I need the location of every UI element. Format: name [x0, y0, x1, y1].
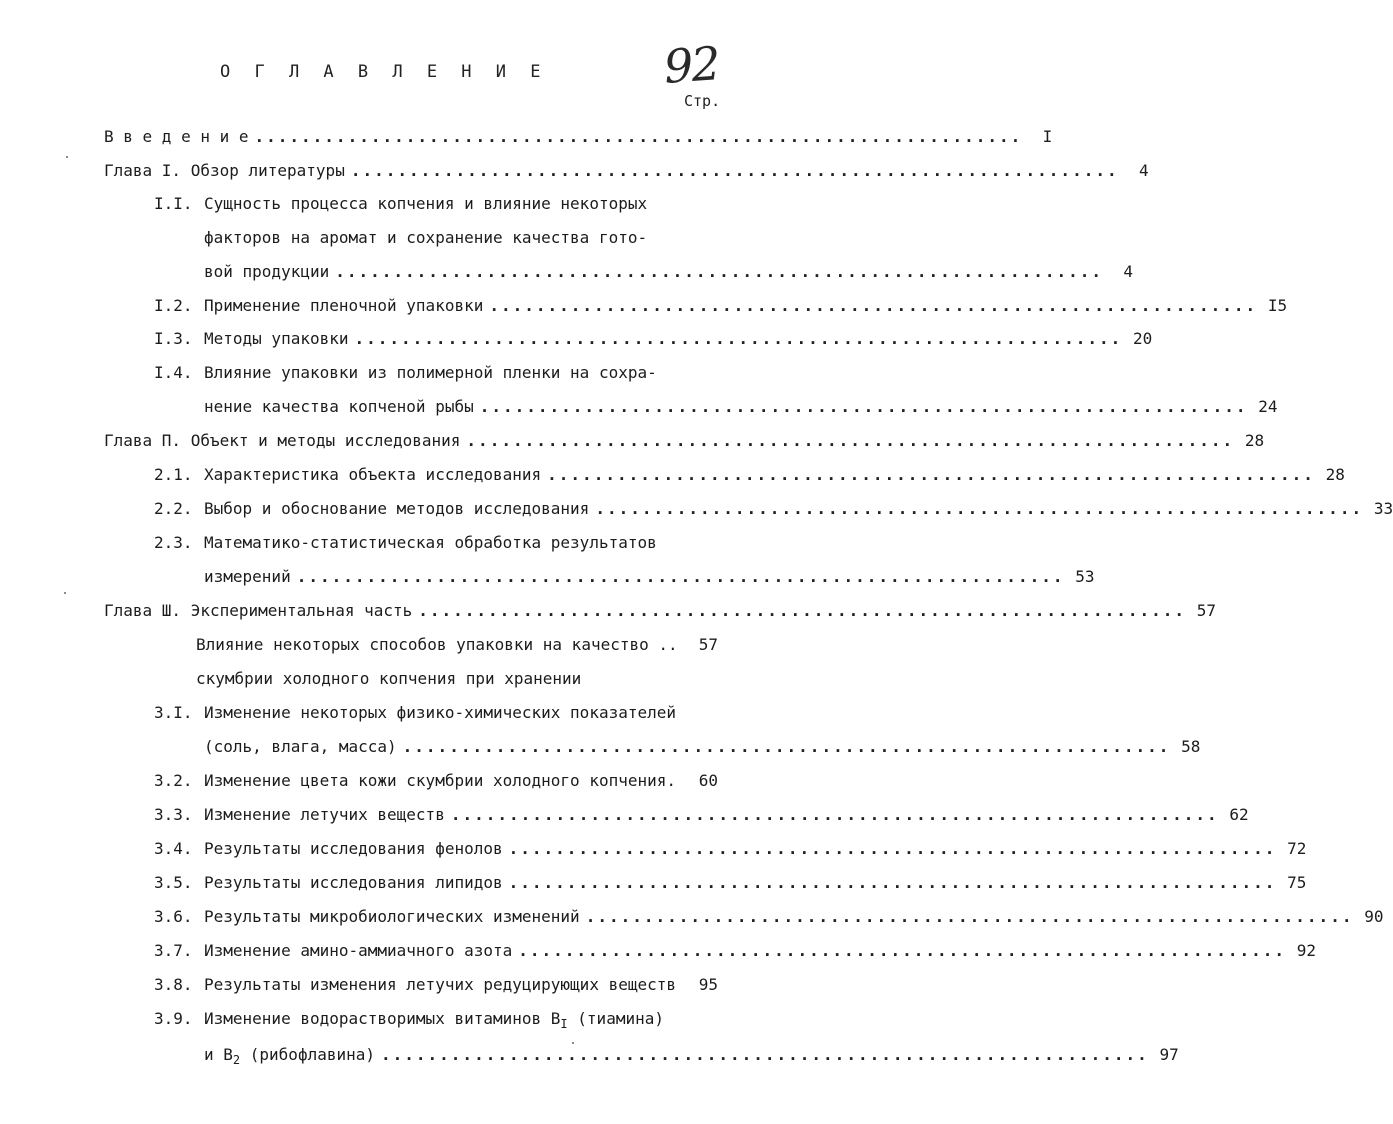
toc-entry-continuation — [204, 227, 710, 249]
toc-entry-chapter-1 — [104, 160, 1149, 182]
toc-entry-page: 20 — [1133, 329, 1153, 348]
toc-entry-page: 4 — [1138, 161, 1149, 180]
toc-entry-section-3-7 — [154, 940, 1317, 962]
toc-entry-title: факторов на аромат и сохранение качества гото- — [204, 228, 648, 247]
toc-entry-section-2-2 — [154, 498, 1393, 520]
dot-leader: .................................................................. — [466, 431, 1235, 450]
dot-leader: .................................................................. — [350, 161, 1119, 180]
subscript: 2 — [232, 1053, 241, 1067]
toc-entry-page: 97 — [1159, 1045, 1179, 1064]
toc-entry-number: I.3. — [154, 329, 193, 348]
toc-entry-page: 53 — [1075, 567, 1095, 586]
toc-entry-page: I5 — [1267, 296, 1288, 315]
toc-entry-title: Влияние упаковки из полимерной пленки на сохра- — [204, 363, 657, 382]
toc-entry-section-3-1 — [154, 702, 718, 724]
toc-entry-number: 3.2. — [154, 771, 193, 790]
toc-entry-continuation — [204, 1044, 1179, 1071]
toc-entry-title — [204, 1008, 664, 1035]
toc-entry-number: 2.2. — [154, 499, 193, 518]
toc-entry-section-1-1 — [154, 193, 710, 215]
toc-entry-title: Характеристика объекта исследования — [204, 465, 542, 484]
dot-leader: .................................................................. — [296, 567, 1065, 586]
dot-leader: .................................................................. — [254, 127, 1023, 146]
toc-entry-section-1-3 — [154, 328, 1153, 350]
toc-entry-number: 3.8. — [154, 975, 193, 994]
dot-leader: .................................................................. — [508, 839, 1277, 858]
toc-entry-section-1-2 — [154, 295, 1288, 317]
toc-entry-continuation — [196, 668, 718, 690]
toc-entry-section-1-4 — [154, 362, 710, 384]
toc-entry-number: 2.1. — [154, 465, 193, 484]
dot-leader: .................................................................. — [354, 329, 1123, 348]
toc-entry-page: 57 — [1196, 601, 1217, 620]
toc-entry-page: 60 — [698, 771, 718, 790]
toc-entry-title: Сущность процесса копчения и влияние некоторых — [204, 194, 648, 213]
toc-entry-number: I.I. — [154, 194, 193, 213]
toc-entry-title-rest: (тиамина) — [567, 1009, 664, 1028]
dot-leader: .................................................................. — [489, 296, 1258, 315]
toc-entry-number: I.2. — [154, 296, 193, 315]
toc-entry-continuation — [204, 261, 1133, 283]
toc-entry-number: 3.9. — [154, 1009, 193, 1028]
toc-entry-title: Глава П. Объект и методы исследования — [104, 431, 461, 450]
toc-entry-title: Изменение летучих веществ — [204, 805, 445, 824]
toc-entry-title: измерений — [204, 567, 291, 586]
dot-leader: .................................................................. — [418, 601, 1187, 620]
toc-entry-number: 3.6. — [154, 907, 193, 926]
toc-entry-section-3-4 — [154, 838, 1307, 860]
toc-entry-title: (соль, влага, масса) — [204, 737, 397, 756]
toc-entry-chapter-2 — [104, 430, 1265, 452]
toc-entry-number: 3.3. — [154, 805, 193, 824]
toc-entry-title: Изменение некоторых физико-химических показателей — [204, 703, 677, 722]
toc-entry-page: 28 — [1325, 465, 1345, 484]
toc-entry-number: 3.7. — [154, 941, 193, 960]
toc-entry-title: Методы упаковки — [204, 329, 349, 348]
toc-entry-page: 62 — [1229, 805, 1249, 824]
dot-leader: .................................................................. — [547, 465, 1315, 484]
page-title: О Г Л А В Л Е Н И Е — [220, 62, 548, 82]
subscript: I — [560, 1017, 568, 1031]
toc-entry-title-text: Изменение водорастворимых витаминов В — [204, 1009, 561, 1028]
toc-entry-title: скумбрии холодного копчения при хранении — [196, 669, 582, 688]
toc-entry-number: 3.I. — [154, 703, 193, 722]
toc-entry-section-3-2 — [154, 770, 718, 792]
toc-entry-section-3-6 — [154, 906, 1384, 928]
toc-entry-page: 95 — [698, 975, 718, 994]
toc-entry-section-3-8 — [154, 974, 718, 996]
toc-entry-section-3-9 — [154, 1008, 718, 1035]
toc-entry-page: 33 — [1373, 499, 1393, 518]
dot-leader: .................................................................. — [450, 805, 1219, 824]
toc-entry-page: 24 — [1258, 397, 1278, 416]
toc-entry-page: 58 — [1181, 737, 1201, 756]
toc-entry-title-rest: (рибофлавина) — [240, 1045, 375, 1064]
toc-entry-page: I — [1042, 127, 1053, 146]
toc-entry-page: 90 — [1364, 907, 1384, 926]
toc-entry-number: 3.5. — [154, 873, 193, 892]
toc-entry-title: нение качества копченой рыбы — [204, 397, 474, 416]
toc-entry-title: Применение пленочной упаковки — [204, 296, 484, 315]
toc-entry-page: 75 — [1287, 873, 1307, 892]
toc-entry-page: 28 — [1244, 431, 1265, 450]
dot-leader: .................................................................. — [479, 397, 1248, 416]
toc-entry-page: 72 — [1287, 839, 1307, 858]
toc-entry-title-text: и В — [204, 1045, 233, 1064]
toc-entry-title: Результаты изменения летучих редуцирующих веществ — [204, 975, 677, 994]
toc-entry-number: 2.3. — [154, 533, 193, 552]
toc-entry-section-2-3 — [154, 532, 710, 554]
toc-entry-title: В в е д е н и е — [104, 127, 249, 146]
toc-entry-title: Результаты микробиологических изменений — [204, 907, 580, 926]
dot-leader: .................................................................. — [585, 907, 1354, 926]
scan-speck — [572, 1042, 574, 1044]
toc-entry-chapter-3 — [104, 600, 1217, 622]
toc-entry-title — [204, 1044, 375, 1071]
dot-leader: .................................................................. — [335, 262, 1103, 281]
dot-leader: .................................................................. — [402, 737, 1171, 756]
page-column-label: Стр. — [684, 92, 721, 110]
toc-entry-number: I.4. — [154, 363, 193, 382]
dot-leader: .................................................................. — [518, 941, 1287, 960]
toc-entry-chapter-3-intro — [196, 634, 718, 656]
toc-entry-continuation — [204, 566, 1095, 588]
toc-entry-title: Выбор и обоснование методов исследования — [204, 499, 590, 518]
toc-entry-page: 57 — [698, 635, 718, 654]
toc-entry-page: 4 — [1123, 262, 1133, 281]
toc-entry-title: Математико-статистическая обработка результатов — [204, 533, 657, 552]
scan-speck — [64, 592, 66, 594]
handwritten-page-number: 92 — [662, 36, 721, 94]
toc-entry-title: Глава I. Обзор литературы — [104, 161, 345, 180]
toc-entry-title: Изменение цвета кожи скумбрии холодного копчения. — [204, 771, 677, 790]
toc-entry-page: 92 — [1296, 941, 1317, 960]
toc-entry-continuation — [204, 396, 1278, 418]
scan-speck — [66, 156, 68, 158]
toc-entry-title: вой продукции — [204, 262, 330, 281]
dot-leader: .................................................................. — [508, 873, 1277, 892]
toc-entry-continuation — [204, 736, 1201, 758]
toc-entry-title: Изменение амино-аммиачного азота — [204, 941, 513, 960]
toc-entry-introduction — [104, 126, 1053, 148]
toc-entry-title: Глава Ш. Экспериментальная часть — [104, 601, 413, 620]
toc-entry-section-3-5 — [154, 872, 1307, 894]
toc-entry-section-3-3 — [154, 804, 1249, 826]
toc-entry-number: 3.4. — [154, 839, 193, 858]
toc-entry-title: Влияние некоторых способов упаковки на качество .. — [196, 635, 678, 654]
toc-entry-title: Результаты исследования липидов — [204, 873, 503, 892]
dot-leader: .................................................................. — [595, 499, 1364, 518]
dot-leader: .................................................................. — [381, 1045, 1149, 1064]
toc-entry-section-2-1 — [154, 464, 1345, 486]
toc-entry-title: Результаты исследования фенолов — [204, 839, 503, 858]
